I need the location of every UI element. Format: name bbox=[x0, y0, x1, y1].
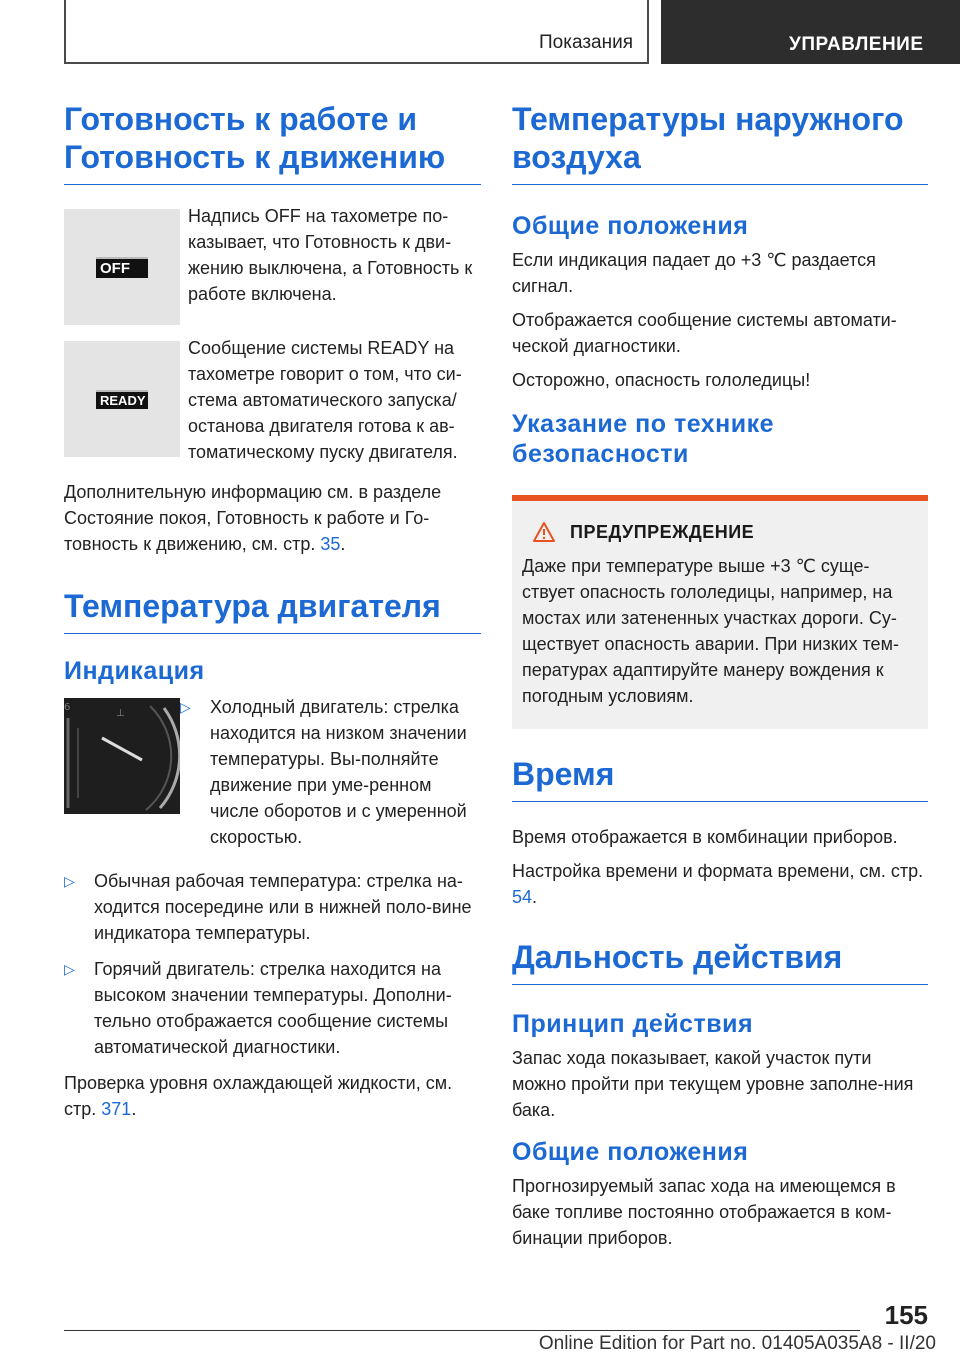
off-text: Надпись OFF на тахометре по-казывает, что Готовность к дви-жению выключена, а Готовность к работе включена. bbox=[188, 206, 473, 304]
temperature-bullets bbox=[64, 868, 481, 1060]
off-badge: OFF bbox=[96, 257, 148, 278]
general-p2: Отображается сообщение системы автомати-ческой диагностики. bbox=[512, 310, 897, 356]
bullet-normal-text: Обычная рабочая температура: стрелка на-ходится посередине или в нижней поло-вине индикатора температуры. bbox=[94, 871, 472, 943]
principle-title: Принцип действия bbox=[512, 1010, 754, 1038]
triangle-bullet-icon: ▷ bbox=[64, 961, 75, 977]
time-p2-paragraph: Настройка времени и формата времени, см. стр. 54. bbox=[512, 861, 924, 907]
warning-text: Даже при температуре выше +3 ℃ суще-ствует опасность гололедицы, например, на мостах или затененных участках дороги. Су-ществует опасность аварии. При низких тем-пературах адаптируйте манеру вождения к погодным условиям. bbox=[522, 556, 899, 706]
general-p3: Осторожно, опасность гололедицы! bbox=[512, 370, 811, 390]
left-column bbox=[64, 100, 481, 1130]
chapter-tab-label: УПРАВЛЕНИЕ bbox=[789, 34, 924, 55]
off-indicator-image bbox=[64, 209, 180, 325]
general-title: Общие положения bbox=[512, 212, 749, 240]
ready-text: Сообщение системы READY на тахометре говорит о том, что си-стема автоматического запуска/останова двигателя готова к ав-томатическому пуску двигателя. bbox=[188, 338, 462, 462]
outside-temp-title: Температуры наружного воздуха bbox=[512, 100, 928, 185]
page-number: 155 bbox=[884, 1300, 928, 1330]
coolant-paragraph: Проверка уровня охлаждающей жидкости, см. стр. 371. bbox=[64, 1073, 453, 1119]
time-p2-text: Настройка времени и формата времени, см. стр. bbox=[512, 861, 924, 881]
warning-header bbox=[522, 521, 918, 543]
bullet-hot bbox=[64, 956, 481, 1060]
more-info-paragraph: Дополнительную информацию см. в разделе Состояние покоя, Готовность к работе и Го-товность к движению, см. стр. 35. bbox=[64, 482, 442, 554]
indication-title: Индикация bbox=[64, 657, 205, 685]
ready-title: Готовность к работе и Готовность к движению bbox=[64, 100, 481, 185]
warning-box bbox=[512, 495, 928, 729]
time-page-link[interactable]: 54 bbox=[512, 887, 533, 907]
edition-footer: Online Edition for Part no. 01405A035A8 - II/20 bbox=[538, 1333, 936, 1354]
triangle-bullet-icon: ▷ bbox=[180, 699, 191, 715]
footer-divider bbox=[64, 1330, 860, 1331]
more-info-page-link[interactable]: 35 bbox=[320, 534, 341, 554]
coolant-text: Проверка уровня охлаждающей жидкости, см. стр. bbox=[64, 1073, 453, 1119]
ready-indicator-image bbox=[64, 341, 180, 457]
range-title: Дальность действия bbox=[512, 938, 928, 985]
section-tab[interactable] bbox=[64, 0, 649, 64]
svg-text:⊥: ⊥ bbox=[116, 708, 125, 719]
safety-title: Указание по технике безопасности bbox=[512, 410, 775, 468]
bullet-normal bbox=[64, 868, 481, 946]
general2-title: Общие положения bbox=[512, 1138, 749, 1166]
engine-temp-title: Температура двигателя bbox=[64, 587, 481, 634]
general-p1: Если индикация падает до +3 ℃ раздается сигнал. bbox=[512, 250, 876, 296]
coolant-page-link[interactable]: 371 bbox=[101, 1099, 132, 1119]
bullet-hot-text: Горячий двигатель: стрелка находится на высоком значении температуры. Дополни-тельно отображается сообщение системы автоматической диагностики. bbox=[94, 959, 452, 1057]
section-tab-label: Показания bbox=[539, 32, 633, 53]
ready-badge: READY bbox=[96, 390, 148, 409]
gauge-row bbox=[64, 698, 481, 860]
off-figure-row bbox=[64, 206, 481, 325]
bullet-cold bbox=[180, 694, 481, 850]
bullet-cold-text: Холодный двигатель: стрелка находится на низком значении температуры. Вы-полняйте движение при уме-ренном числе оборотов и с умеренной скоростью. bbox=[210, 697, 467, 847]
chapter-tab[interactable] bbox=[661, 0, 960, 64]
general2-text: Прогнозируемый запас хода на имеющемся в баке топливе постоянно отображается в ком-бинации приборов. bbox=[512, 1176, 896, 1248]
ready-figure-row bbox=[64, 338, 481, 465]
time-p1: Время отображается в комбинации приборов. bbox=[512, 827, 898, 847]
more-info-text: Дополнительную информацию см. в разделе Состояние покоя, Готовность к работе и Го-товность к движению, см. стр. bbox=[64, 482, 442, 554]
temperature-gauge-image bbox=[64, 698, 180, 814]
right-column bbox=[512, 100, 928, 1259]
principle-text: Запас хода показывает, какой участок пути можно пройти при текущем уровне заполне-ния бака. bbox=[512, 1048, 914, 1120]
svg-text:6: 6 bbox=[64, 702, 71, 713]
warning-label: ПРЕДУПРЕЖДЕНИЕ bbox=[570, 521, 755, 542]
triangle-bullet-icon: ▷ bbox=[64, 873, 75, 889]
time-title: Время bbox=[512, 755, 928, 802]
warning-triangle-icon bbox=[532, 521, 556, 543]
